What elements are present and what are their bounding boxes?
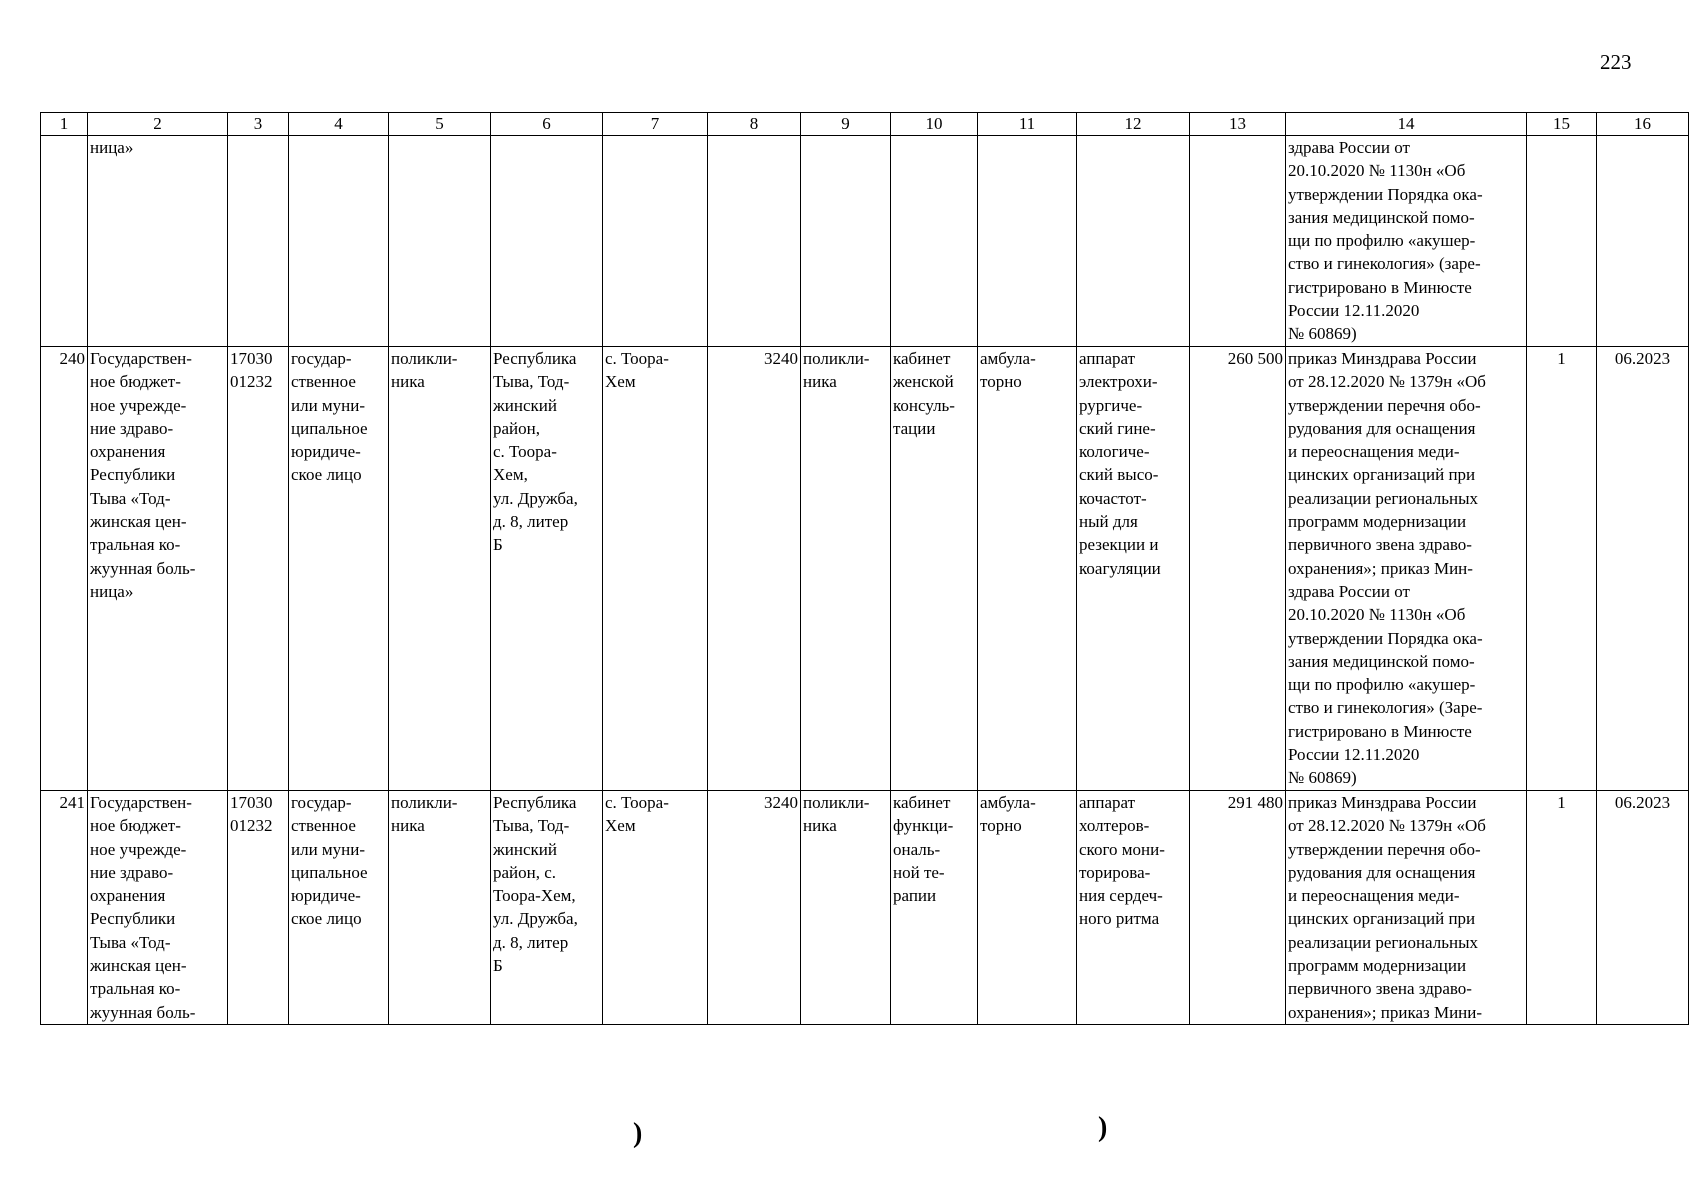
table-cell: кабинет женской консуль- тации	[891, 347, 978, 791]
column-number: 10	[891, 113, 978, 136]
table-cell: 1	[1527, 347, 1597, 791]
table-cell: 291 480	[1190, 791, 1286, 1025]
column-number: 14	[1286, 113, 1527, 136]
table-row	[41, 791, 1689, 1025]
table-cell	[389, 136, 491, 347]
table-cell: амбула- торно	[978, 347, 1077, 791]
table-cell: аппарат холтеров- ского мони- торирова- ния сердеч- ного ритма	[1077, 791, 1190, 1025]
table-cell	[978, 136, 1077, 347]
column-number: 11	[978, 113, 1077, 136]
table-cell: государ- ственное или муни- ципальное юридиче- ское лицо	[289, 791, 389, 1025]
table-cell: ница»	[88, 136, 228, 347]
table-cell	[1190, 136, 1286, 347]
page-number: 223	[1600, 50, 1632, 74]
table-row	[41, 347, 1689, 791]
row-number-cell: 241	[41, 791, 88, 1025]
table-cell: 17030 01232	[228, 347, 289, 791]
table-cell: Государствен- ное бюджет- ное учрежде- ние здраво- охранения Республики Тыва «Тод- жинская цен- тральная ко- жуунная боль- ница»	[88, 347, 228, 791]
table-cell	[801, 136, 891, 347]
table-cell: приказ Минздрава России от 28.12.2020 № 1379н «Об утверждении перечня обо- рудования для оснащения и переоснащения меди- цинских организаций при реализации региональных программ модернизации первичного звена здраво- охранения»; приказ Мин- здрава России от 20.10.2020 № 1130н «Об утверждении Порядка ока- зания медицинской помо- щи по профилю «акушер- ство и гинекология» (Заре- гистрировано в Минюсте России 12.11.2020 № 60869)	[1286, 347, 1527, 791]
column-number: 1	[41, 113, 88, 136]
registry-table	[40, 112, 1689, 1025]
row-number-cell: 240	[41, 347, 88, 791]
bottom-mark: )	[633, 1118, 643, 1149]
bottom-mark: )	[1098, 1112, 1108, 1143]
table-cell: амбула- торно	[978, 791, 1077, 1025]
column-number: 15	[1527, 113, 1597, 136]
table-cell	[491, 136, 603, 347]
column-number: 2	[88, 113, 228, 136]
table-cell	[603, 136, 708, 347]
column-number: 16	[1597, 113, 1689, 136]
column-number-row	[41, 113, 1689, 136]
table-cell: кабинет функци- ональ- ной те- рапии	[891, 791, 978, 1025]
table-cell: приказ Минздрава России от 28.12.2020 № 1379н «Об утверждении перечня обо- рудования для оснащения и переоснащения меди- цинских организаций при реализации региональных программ модернизации первичного звена здраво- охранения»; приказ Мини-	[1286, 791, 1527, 1025]
table-cell: 06.2023	[1597, 347, 1689, 791]
column-number: 7	[603, 113, 708, 136]
table-cell: 3240	[708, 791, 801, 1025]
table-cell: поликли- ника	[389, 347, 491, 791]
table-cell	[1527, 136, 1597, 347]
table-cell: 1	[1527, 791, 1597, 1025]
column-number: 5	[389, 113, 491, 136]
table-cell	[891, 136, 978, 347]
table-cell	[1597, 136, 1689, 347]
column-number: 12	[1077, 113, 1190, 136]
table-row-continuation	[41, 136, 1689, 347]
table-cell: Государствен- ное бюджет- ное учрежде- ние здраво- охранения Республики Тыва «Тод- жинская цен- тральная ко- жуунная боль-	[88, 791, 228, 1025]
table-cell: здрава России от 20.10.2020 № 1130н «Об утверждении Порядка ока- зания медицинской помо- щи по профилю «акушер- ство и гинекология» (заре- гистрировано в Минюсте России 12.11.2020 № 60869)	[1286, 136, 1527, 347]
table-cell: 06.2023	[1597, 791, 1689, 1025]
column-number: 6	[491, 113, 603, 136]
table-cell: государ- ственное или муни- ципальное юридиче- ское лицо	[289, 347, 389, 791]
table-cell	[228, 136, 289, 347]
column-number: 4	[289, 113, 389, 136]
table-cell: 3240	[708, 347, 801, 791]
table-cell: Республика Тыва, Тод- жинский район, с. Тоора- Хем, ул. Дружба, д. 8, литер Б	[491, 347, 603, 791]
table-cell	[1077, 136, 1190, 347]
column-number: 8	[708, 113, 801, 136]
table-cell: с. Тоора- Хем	[603, 347, 708, 791]
table-cell: 260 500	[1190, 347, 1286, 791]
table-cell: 17030 01232	[228, 791, 289, 1025]
table-cell	[708, 136, 801, 347]
table-cell: поликли- ника	[801, 791, 891, 1025]
table-cell	[41, 136, 88, 347]
table-cell: аппарат электрохи- рургиче- ский гине- кологиче- ский высо- кочастот- ный для резекции и коагуляции	[1077, 347, 1190, 791]
column-number: 9	[801, 113, 891, 136]
column-number: 13	[1190, 113, 1286, 136]
table-cell: Республика Тыва, Тод- жинский район, с. Тоора-Хем, ул. Дружба, д. 8, литер Б	[491, 791, 603, 1025]
table-cell	[289, 136, 389, 347]
table-cell: поликли- ника	[389, 791, 491, 1025]
column-number: 3	[228, 113, 289, 136]
table-cell: поликли- ника	[801, 347, 891, 791]
table-cell: с. Тоора- Хем	[603, 791, 708, 1025]
